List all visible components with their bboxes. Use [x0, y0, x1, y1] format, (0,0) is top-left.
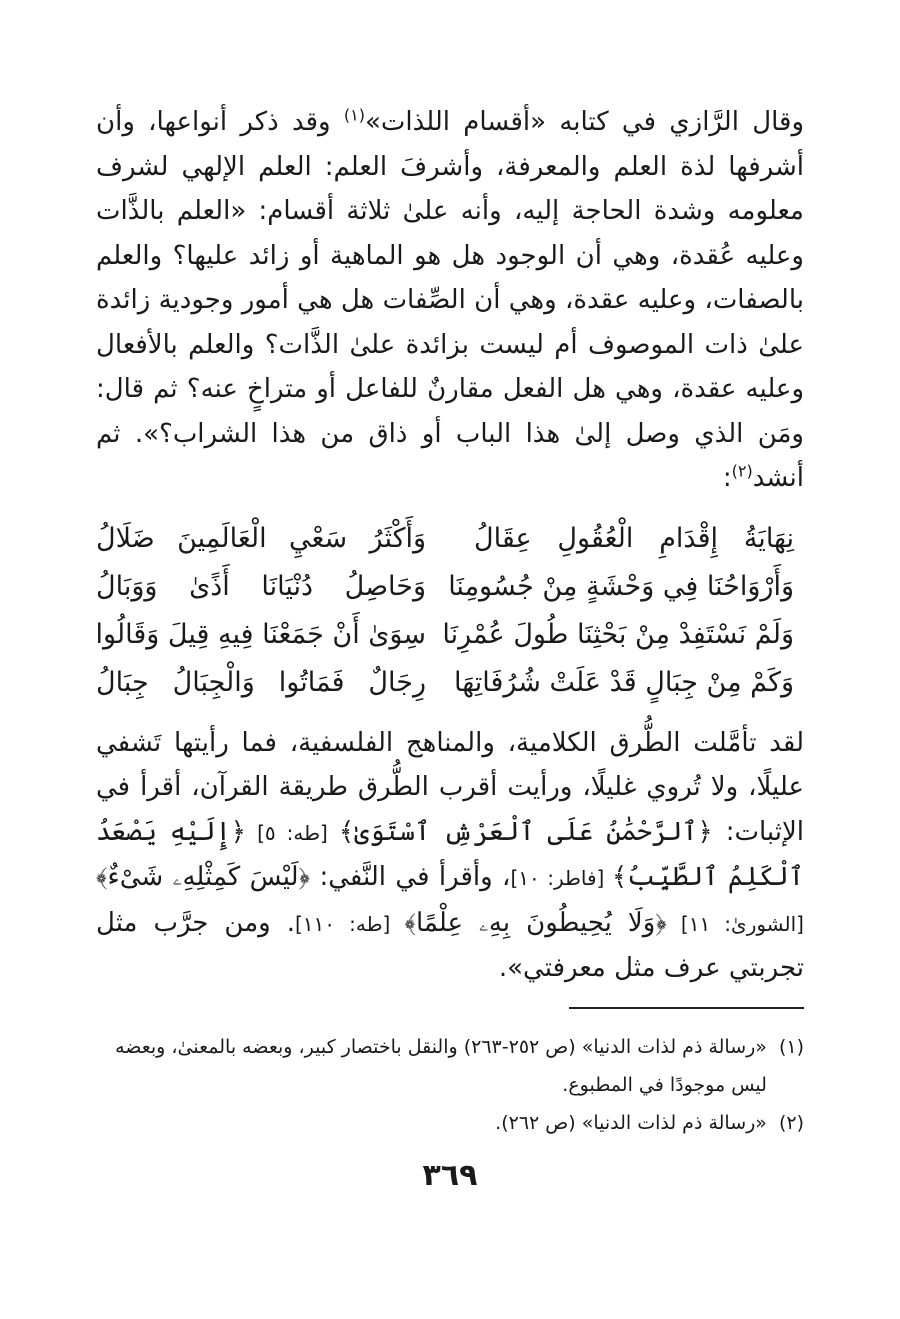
footnote-item [96, 1104, 804, 1142]
quran-ref-3: [الشورىٰ: ١١] [666, 911, 804, 936]
verse-second-hemistich: سِوَىٰ أَنْ جَمَعْنَا فِيهِ قِيلَ وَقَالُوا [95, 619, 426, 650]
footnote-item [96, 1028, 804, 1104]
verse-second-hemistich: رِجَالٌ فَمَاتُوا وَالْجِبَالُ جِبَالُ [96, 667, 426, 698]
verse-first-hemistich: وَكَمْ مِنْ جِبَالٍ قَدْ عَلَتْ شُرُفَاتِهَا [454, 667, 794, 698]
verse-second-hemistich: وَأَكْثَرُ سَعْيِ الْعَالَمِينَ ضَلَالُ [96, 523, 426, 554]
verse-row [96, 563, 794, 611]
page-number: ٣٦٩ [422, 1158, 478, 1193]
verse-row [96, 515, 794, 563]
footnote-ref-1[interactable]: (١) [343, 105, 365, 125]
footnote-number: (١) [778, 1036, 804, 1058]
paragraph-2-text-2: ، وأقرأ في النَّفي: [310, 862, 511, 892]
paragraph-2-text-1: لقد تأمَّلت الطُّرق الكلامية، والمناهج الفلسفية، فما رأيتها تَشفي عليلًا، ولا تُروي غليلًا، ورأيت أقرب الطُّرق طريقة القرآن، أقرأ في الإثبات: [96, 727, 804, 847]
footnote-number: (٢) [778, 1112, 804, 1134]
verse-first-hemistich: نِهَايَةُ إِقْدَامِ الْعُقُولِ عِقَالُ [474, 523, 794, 554]
quran-ref-2: [فاطر: ١٠] [510, 866, 612, 890]
verse-first-hemistich: وَأَرْوَاحُنَا فِي وَحْشَةٍ مِنْ جُسُومِنَا [448, 571, 794, 602]
paragraph-reflection [96, 721, 804, 991]
paragraph-2-text-3: . ومن جرَّب مثل تجربتي عرف مثل معرفتي». [96, 907, 804, 983]
verse-second-hemistich: وَحَاصِلُ دُنْيَانَا أَذًىٰ وَوَبَالُ [96, 571, 426, 602]
footnotes [96, 1028, 804, 1142]
paragraph-1-part-1: وقال الرَّازي في كتابه «أقسام اللذات» [364, 107, 804, 137]
verse-row [96, 659, 794, 707]
footnote-divider [569, 1007, 804, 1009]
verse-first-hemistich: وَلَمْ نَسْتَفِدْ مِنْ بَحْثِنَا طُولَ عُمْرِنَا [442, 619, 794, 650]
quran-verse-3: ﴿لَيْسَ كَمِثْلِهِۦ شَىْءٌ﴾ [96, 862, 311, 892]
footnote-ref-2[interactable]: (٢) [731, 461, 753, 481]
quran-ref-4: [طه: ١١٠] [294, 911, 405, 936]
verse-row [96, 611, 794, 659]
quran-ref-1: [طه: ٥] [246, 820, 339, 845]
quran-verse-2: ﴿إِلَيْهِ يَصْعَدُ ٱلْكَلِمُ ٱلطَّيِّبُ﴾ [96, 816, 805, 892]
page-body [96, 100, 804, 991]
paragraph-1-part-3: : [722, 463, 732, 493]
quran-verse-4: ﴿وَلَا يُحِيطُونَ بِهِۦ عِلْمًا﴾ [404, 907, 667, 938]
paragraph-1-part-2: وقد ذكر أنواعها، وأن أشرفها لذة العلم والمعرفة، وأشرفَ العلم: العلم الإلهي لشرف معلومه وشدة الحاجة إليه، وأنه علىٰ ثلاثة أقسام: «العلم بالذَّات وعليه عُقدة، وهي أن الوجود هل هو الماهية أو زائد عليها؟ والعلم بالصفات، وعليه عقدة، وهي أن الصِّفات هل هي أمور وجودية زائدة علىٰ ذات الموصوف أم ليست بزائدة علىٰ الذَّات؟ والعلم بالأفعال وعليه عقدة، وهي هل الفعل مقارنٌ للفاعل أو متراخٍ عنه؟ ثم قال: ومَن الذي وصل إلىٰ هذا الباب أو ذاق من هذا الشراب؟». ثم أنشد [96, 107, 804, 493]
quran-verse-1: ﴿ٱلرَّحْمَٰنُ عَلَى ٱلْعَرْشِ ٱسْتَوَىٰ﴾ [338, 816, 713, 847]
footnote-text: «رسالة ذم لذات الدنيا» (ص ٢٥٢-٢٦٣) والنقل باختصار كبير، وبعضه بالمعنىٰ، وبعضه ليس موجودًا في المطبوع. [115, 1036, 767, 1096]
paragraph-razi-quote [96, 100, 804, 501]
footnote-text: «رسالة ذم لذات الدنيا» (ص ٢٦٢). [495, 1112, 767, 1134]
poem-verses [96, 515, 804, 707]
